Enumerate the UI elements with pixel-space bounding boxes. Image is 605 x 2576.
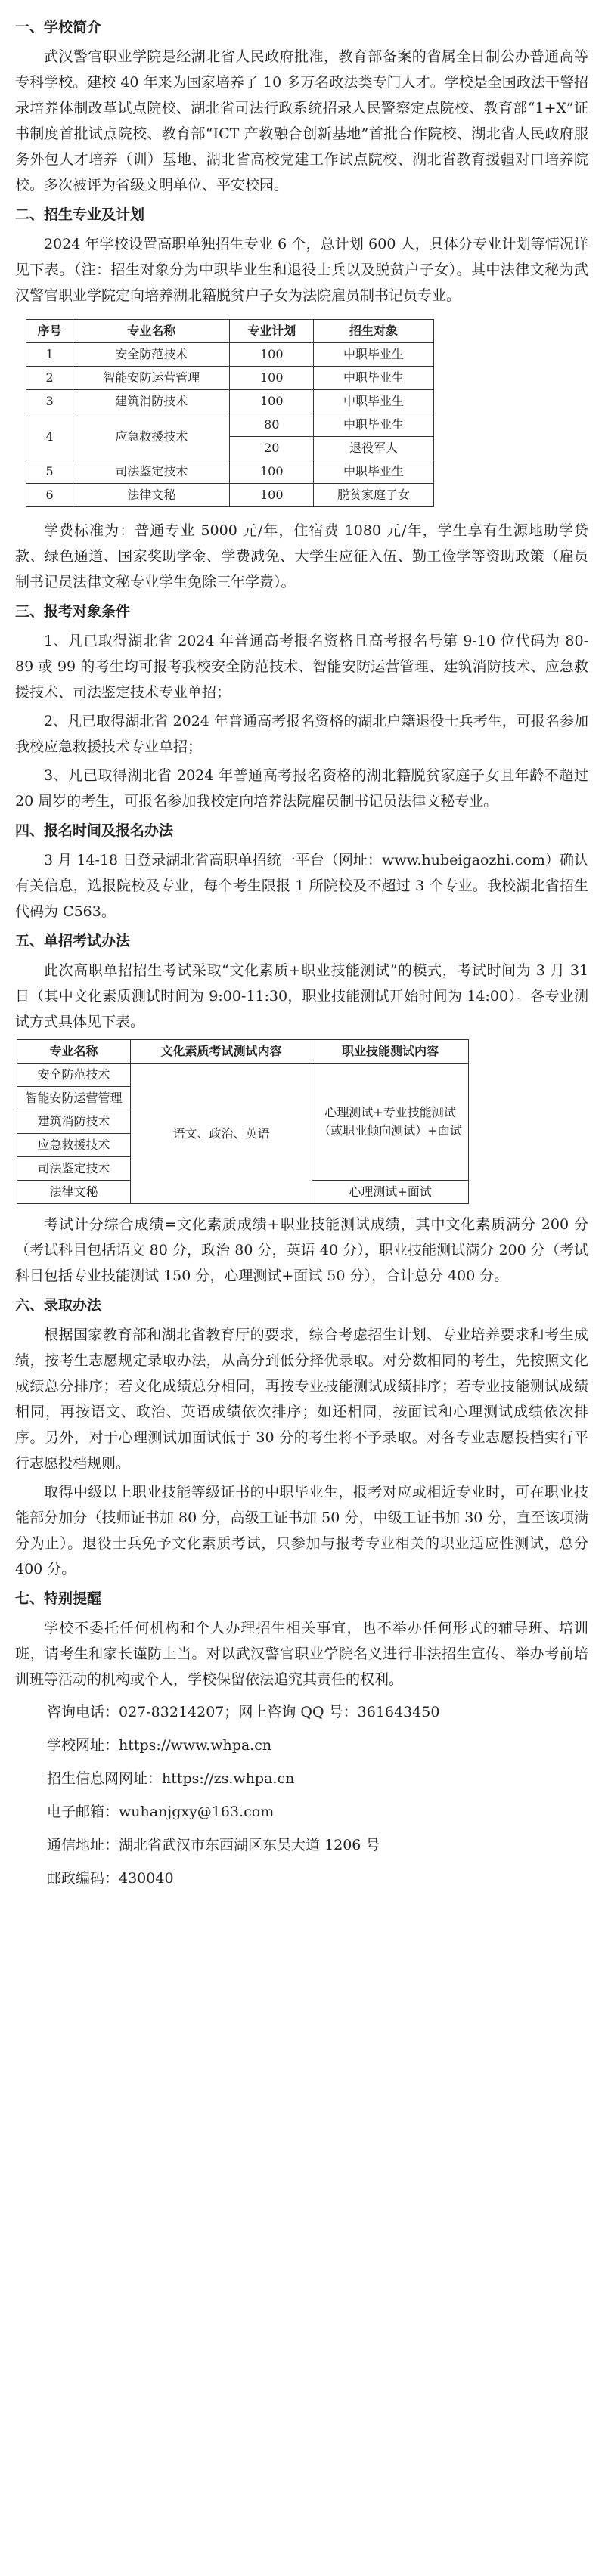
cell-plan: 100 bbox=[230, 367, 314, 390]
cell-no: 4 bbox=[26, 413, 73, 460]
cell-target: 退役军人 bbox=[314, 437, 434, 460]
eligibility-paragraph-1: 1、凡已取得湖北省 2024 年普通高考报名资格且高考报名号第 9-10 位代码为 80-89 或 99 的考生均可报考我校安全防范技术、智能安防运营管理、建筑消防技术、应急救援技术、司法鉴定技术专业单招； bbox=[15, 633, 588, 701]
intro-paragraph: 武汉警官职业学院是经湖北省人民政府批准，教育部备案的省属全日制公办普通高等专科学校。建校 40 年来为国家培养了 10 多万名政法类专门人才。学校是全国政法干警招录培养体制改革试点院校、湖北省司法行政系统招录人民警察定点院校、教育部“1+X”证书制度首批试点院校、教育部“ICT 产教融合创新基地”首批合作院校、湖北省人民政府服务外包人才培养（训）基地、湖北省高校党建工作试点院校、湖北省教育援疆对口培养院校。多次被评为省级文明单位、平安校园。 bbox=[15, 48, 588, 194]
cell-target: 中职毕业生 bbox=[314, 343, 434, 367]
scoring-paragraph: 考试计分综合成绩=文化素质成绩+职业技能测试成绩，其中文化素质满分 200 分（考试科目包括语文 80 分，政治 80 分，英语 40 分），职业技能测试满分 200 分（考试科目包括专业技能测试 150 分，心理测试+面试 50 分），合计总分 400 分。 bbox=[15, 1216, 588, 1284]
table-row bbox=[26, 343, 434, 367]
section-heading-admission: 六、录取办法 bbox=[15, 1297, 102, 1314]
table-header: 专业名称 bbox=[73, 320, 230, 343]
plan-paragraph: 2024 年学校设置高职单独招生专业 6 个，总计划 600 人，具体分专业计划等情况详见下表。（注：招生对象分为中职毕业生和退役士兵以及脱贫户子女）。其中法律文秘为武汉警官职业学院定向培养湖北籍脱贫户子女为法院雇员制书记员专业。 bbox=[15, 236, 588, 304]
table-row bbox=[26, 484, 434, 507]
cell-major: 应急救援技术 bbox=[73, 413, 230, 460]
table-header: 职业技能测试内容 bbox=[312, 1040, 469, 1064]
cell-target: 中职毕业生 bbox=[314, 390, 434, 413]
cell-no: 6 bbox=[26, 484, 73, 507]
eligibility-paragraph-2: 2、凡已取得湖北省 2024 年普通高考报名资格的湖北户籍退役士兵考生，可报名参加我校应急救援技术专业单招； bbox=[15, 713, 588, 755]
contact-website[interactable]: 学校网址：https://www.whpa.cn bbox=[47, 1737, 272, 1754]
table-row bbox=[26, 390, 434, 413]
cell-target: 脱贫家庭子女 bbox=[314, 484, 434, 507]
registration-paragraph: 3 月 14-18 日登录湖北省高职单招统一平台（网址：www.hubeigaozhi.com）确认有关信息，选报院校及专业，每个考生限报 1 所院校及不超过 3 个专业。我校湖北省招生代码为 C563。 bbox=[15, 852, 588, 920]
admission-paragraph-1: 根据国家教育部和湖北省教育厅的要求，综合考虑招生计划、专业培养要求和考生成绩，按考生志愿规定录取办法，从高分到低分择优录取。对分数相同的考生，先按照文化成绩总分排序；若文化成绩总分相同，再按专业技能测试成绩排序；若专业技能测试成绩相同，再按语文、政治、英语成绩依次排序；如还相同，按面试和心理测试成绩依次排序。另外，对于心理测试加面试低于 30 分的考生将不予录取。对各专业志愿投档实行平行志愿投档规则。 bbox=[15, 1327, 588, 1472]
cell-major: 智能安防运营管理 bbox=[17, 1087, 131, 1110]
cell-culture-content: 语文、政治、英语 bbox=[131, 1064, 312, 1204]
section-heading-exam: 五、单招考试办法 bbox=[15, 933, 131, 949]
table-header: 文化素质考试测试内容 bbox=[131, 1040, 312, 1064]
table-header: 序号 bbox=[26, 320, 73, 343]
exam-paragraph: 此次高职单招招生考试采取“文化素质+职业技能测试”的模式，考试时间为 3 月 31 日（其中文化素质测试时间为 9:00-11:30，职业技能测试开始时间为 14:00）。各专业测试方式具体见下表。 bbox=[15, 962, 588, 1030]
table-header: 招生对象 bbox=[314, 320, 434, 343]
contact-phone: 咨询电话：027-83214207；网上咨询 QQ 号：361643450 bbox=[47, 1704, 440, 1720]
cell-plan: 80 bbox=[230, 413, 314, 437]
cell-skill-content: 心理测试+专业技能测试（或职业倾向测试）+面试 bbox=[312, 1064, 469, 1181]
cell-major: 建筑消防技术 bbox=[17, 1110, 131, 1134]
cell-plan: 100 bbox=[230, 343, 314, 367]
contact-address: 通信地址：湖北省武汉市东西湖区东吴大道 1206 号 bbox=[47, 1837, 380, 1853]
section-heading-plan: 二、招生专业及计划 bbox=[15, 206, 145, 223]
exam-content-table bbox=[17, 1039, 469, 1204]
table-header-row bbox=[26, 320, 434, 343]
cell-major: 法律文秘 bbox=[73, 484, 230, 507]
tuition-paragraph: 学费标准为：普通专业 5000 元/年，住宿费 1080 元/年，学生享有生源地助学贷款、绿色通道、国家奖助学金、学费减免、大学生应征入伍、勤工俭学等资助政策（雇员制书记员法律文秘专业学生免除三年学费）。 bbox=[15, 522, 588, 590]
table-row bbox=[17, 1064, 469, 1087]
contact-admission-site[interactable]: 招生信息网网址：https://zs.whpa.cn bbox=[47, 1770, 295, 1787]
reminder-paragraph: 学校不委托任何机构和个人办理招生相关事宜，也不举办任何形式的辅导班、培训班，请考生和家长谨防上当。对以武汉警官职业学院名义进行非法招生宣传、举办考前培训班等活动的机构或个人，学校保留依法追究其责任的权利。 bbox=[15, 1620, 588, 1688]
section-heading-eligibility: 三、报考对象条件 bbox=[15, 603, 131, 620]
contact-email[interactable]: 电子邮箱：wuhanjgxy@163.com bbox=[47, 1804, 275, 1820]
cell-major: 安全防范技术 bbox=[17, 1064, 131, 1087]
table-header: 专业计划 bbox=[230, 320, 314, 343]
section-heading-reminder: 七、特别提醒 bbox=[15, 1590, 102, 1607]
cell-major: 建筑消防技术 bbox=[73, 390, 230, 413]
cell-target: 中职毕业生 bbox=[314, 367, 434, 390]
cell-major: 司法鉴定技术 bbox=[17, 1157, 131, 1181]
enrollment-plan-table bbox=[26, 319, 434, 507]
section-heading-registration: 四、报名时间及报名办法 bbox=[15, 822, 174, 839]
table-header-row bbox=[17, 1040, 469, 1064]
cell-plan: 100 bbox=[230, 460, 314, 484]
cell-no: 5 bbox=[26, 460, 73, 484]
table-header: 专业名称 bbox=[17, 1040, 131, 1064]
cell-plan: 100 bbox=[230, 484, 314, 507]
table-row bbox=[26, 413, 434, 437]
contact-postcode: 邮政编码：430040 bbox=[47, 1870, 174, 1887]
cell-target: 中职毕业生 bbox=[314, 460, 434, 484]
cell-skill-content: 心理测试+面试 bbox=[312, 1181, 469, 1204]
table-row bbox=[26, 367, 434, 390]
cell-plan: 100 bbox=[230, 390, 314, 413]
section-heading-intro: 一、学校简介 bbox=[15, 19, 102, 36]
admission-paragraph-2: 取得中级以上职业技能等级证书的中职毕业生，报考对应或相近专业时，可在职业技能部分加分（技师证书加 80 分，高级工证书加 50 分，中级工证书加 30 分，直至该项满分为止）。退役士兵免予文化素质考试，只参加与报考专业相关的职业适应性测试，总分 400 分。 bbox=[15, 1484, 588, 1577]
cell-no: 3 bbox=[26, 390, 73, 413]
cell-no: 1 bbox=[26, 343, 73, 367]
eligibility-paragraph-3: 3、凡已取得湖北省 2024 年普通高考报名资格的湖北籍脱贫家庭子女且年龄不超过 20 周岁的考生，可报名参加我校定向培养法院雇员制书记员法律文秘专业。 bbox=[15, 767, 588, 810]
cell-target: 中职毕业生 bbox=[314, 413, 434, 437]
cell-major: 安全防范技术 bbox=[73, 343, 230, 367]
cell-major: 应急救援技术 bbox=[17, 1134, 131, 1157]
cell-major: 司法鉴定技术 bbox=[73, 460, 230, 484]
cell-no: 2 bbox=[26, 367, 73, 390]
cell-major: 智能安防运营管理 bbox=[73, 367, 230, 390]
cell-major: 法律文秘 bbox=[17, 1181, 131, 1204]
cell-plan: 20 bbox=[230, 437, 314, 460]
table-row bbox=[26, 460, 434, 484]
